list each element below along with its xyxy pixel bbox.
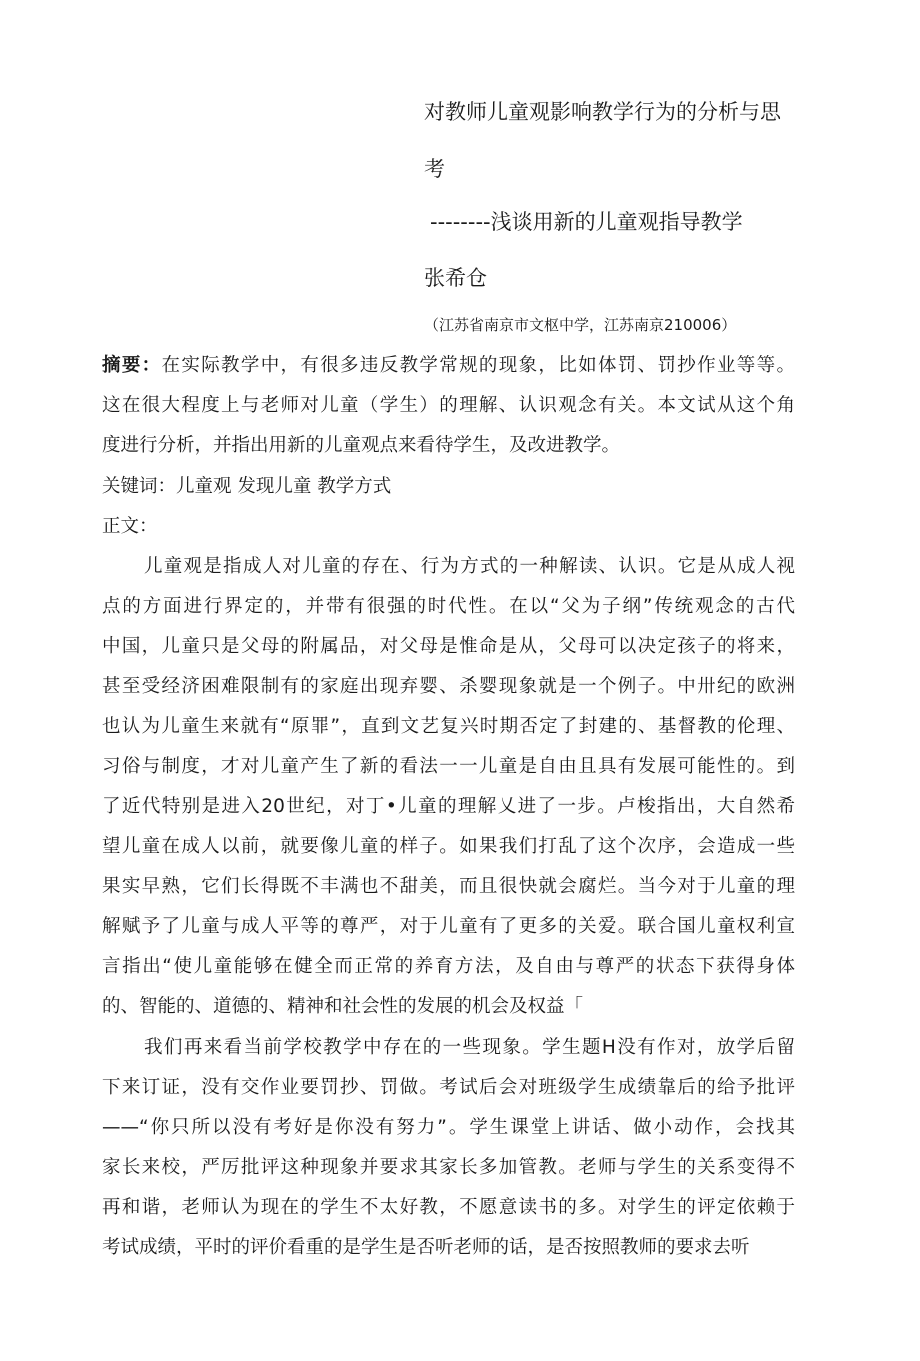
abstract-line: 度进行分析，并指出用新的儿童观点来看待学生，及改进教学。 xyxy=(102,435,621,456)
title-line-2: 考 xyxy=(424,157,445,181)
keywords: 关键词：儿童观 发现儿童 教学方式 xyxy=(102,476,392,497)
subtitle: --------浅谈用新的儿童观指导教学 xyxy=(430,210,743,234)
abstract-label: 摘要： xyxy=(102,355,162,376)
paragraph-line: 点的方面进行界定的，并带有很强的时代性。在以“父为子纲”传统观念的古代 xyxy=(102,596,795,617)
paragraph-line: 儿童观是指成人对儿童的存在、行为方式的一种解读、认识。它是从成人视 xyxy=(144,556,795,577)
paragraph-line: 言指出“使儿童能够在健全而正常的养育方法，及自由与尊严的状态下获得身体 xyxy=(102,956,795,977)
paragraph-line: 中国，儿童只是父母的附属品，对父母是惟命是从，父母可以决定孩子的将来， xyxy=(102,636,795,657)
title-line-1: 对教师儿童观影响教学行为的分析与思 xyxy=(424,100,781,124)
paragraph-line: 解赋予了儿童与成人平等的尊严，对于儿童有了更多的关爱。联合国儿童权利宣 xyxy=(102,916,795,937)
abstract-line xyxy=(102,357,795,376)
paragraph-line: 家长来校，严厉批评这种现象并要求其家长多加管教。老师与学生的关系变得不 xyxy=(102,1157,795,1178)
paragraph-line: 习俗与制度，才对儿童产生了新的看法一一儿童是自由且具有发展可能性的。到 xyxy=(102,756,795,777)
abstract-line: 这在很大程度上与老师对儿童（学生）的理解、认识观念有关。本文试从这个角 xyxy=(102,395,795,416)
paragraph-line: 也认为儿童生来就有“原罪”，直到文艺复兴时期否定了封建的、基督教的伦理、 xyxy=(102,716,795,737)
body-label: 正文： xyxy=(102,516,158,537)
paragraph-line: 下来订证，没有交作业要罚抄、罚做。考试后会对班级学生成绩靠后的给予批评 xyxy=(102,1077,795,1098)
paragraph-line: ——“你只所以没有考好是你没有努力”。学生课堂上讲话、做小动作，会找其 xyxy=(102,1117,795,1138)
paragraph-line: 了近代特别是进入20世纪，对丁•儿童的理解乂进了一步。卢梭指出，大自然希 xyxy=(102,796,795,817)
paragraph-line: 我们再来看当前学校教学中存在的一些现象。学生题H没有作对，放学后留 xyxy=(144,1037,795,1058)
author: 张希仓 xyxy=(424,266,487,290)
paragraph-line: 再和谐，老师认为现在的学生不太好教，不愿意读书的多。对学生的评定依赖于 xyxy=(102,1197,795,1218)
paragraph-line: 考试成绩，平时的评价看重的是学生是否听老师的话，是否按照教师的要求去听 xyxy=(102,1237,750,1258)
paragraph-line: 果实早熟，它们长得既不丰满也不甜美，而且很快就会腐烂。当今对于儿童的理 xyxy=(102,876,795,897)
paragraph-line: 望儿童在成人以前，就要像儿童的样子。如果我们打乱了这个次序，会造成一些 xyxy=(102,836,795,857)
affiliation: （江苏省南京市文枢中学，江苏南京210006） xyxy=(424,316,737,334)
abstract-text: 在实际教学中，有很多违反教学常规的现象，比如体罚、罚抄作业等等。 xyxy=(161,355,795,376)
paragraph-line: 的、智能的、道德的、精神和社会性的发展的机会及权益「 xyxy=(102,996,584,1017)
paragraph-line: 甚至受经济困难限制有的家庭出现弃婴、杀婴现象就是一个例子。中卅纪的欧洲 xyxy=(102,676,795,697)
